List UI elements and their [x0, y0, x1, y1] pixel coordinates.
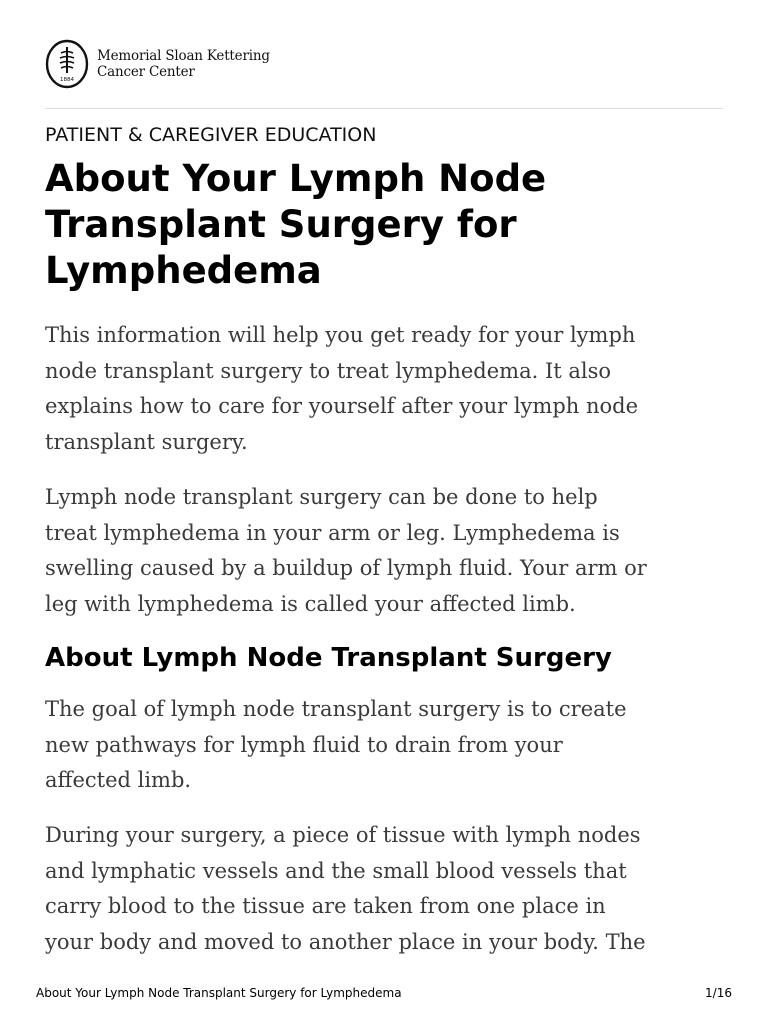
logo-year: 1884: [60, 77, 74, 83]
section-paragraph-1: [45, 692, 735, 799]
title-line: Lymphedema: [45, 249, 322, 292]
msk-seal-icon: [45, 39, 89, 89]
text-line: The goal of lymph node transplant surgery is to create: [45, 697, 627, 721]
text-line: new pathways for lymph fluid to drain from your: [45, 732, 563, 757]
text-line: During your surgery, a piece of tissue with lymph nodes: [45, 823, 641, 847]
msk-logo: [45, 39, 270, 89]
title-line: Transplant Surgery for: [45, 203, 517, 246]
text-line: treat lymphedema in your arm or leg. Lymphedema is: [45, 520, 620, 545]
text-line: swelling caused by a buildup of lymph fluid. Your arm or: [45, 556, 647, 580]
text-line: transplant surgery.: [45, 429, 248, 454]
section-heading: About Lymph Node Transplant Surgery: [45, 643, 612, 673]
footer-document-title: About Your Lymph Node Transplant Surgery for Lymphedema: [36, 986, 402, 1000]
title-line: About Your Lymph Node: [45, 157, 547, 200]
text-line: node transplant surgery to treat lymphedema. It also: [45, 358, 612, 383]
logo-line-2: Cancer Center: [97, 64, 195, 80]
intro-paragraph-1: [45, 318, 735, 460]
text-line: affected limb.: [45, 768, 192, 792]
text-line: carry blood to the tissue are taken from one place in: [45, 894, 606, 918]
logo-wordmark: [97, 48, 270, 80]
text-line: This information will help you get ready for your lymph: [45, 323, 636, 347]
document-category: PATIENT & CAREGIVER EDUCATION: [45, 124, 377, 146]
section-paragraph-2: [45, 818, 735, 960]
page-title: [45, 156, 725, 294]
text-line: explains how to care for yourself after your lymph node: [45, 394, 639, 418]
text-line: leg with lymphedema is called your affected limb.: [45, 591, 576, 616]
intro-paragraph-2: [45, 480, 735, 622]
logo-line-1: Memorial Sloan Kettering: [97, 48, 270, 64]
footer-page-indicator: 1/16: [705, 986, 732, 1000]
text-line: and lymphatic vessels and the small blood vessels that: [45, 858, 627, 883]
text-line: your body and moved to another place in your body. The: [45, 929, 646, 954]
header-divider: [45, 108, 723, 109]
text-line: Lymph node transplant surgery can be done to help: [45, 485, 598, 509]
